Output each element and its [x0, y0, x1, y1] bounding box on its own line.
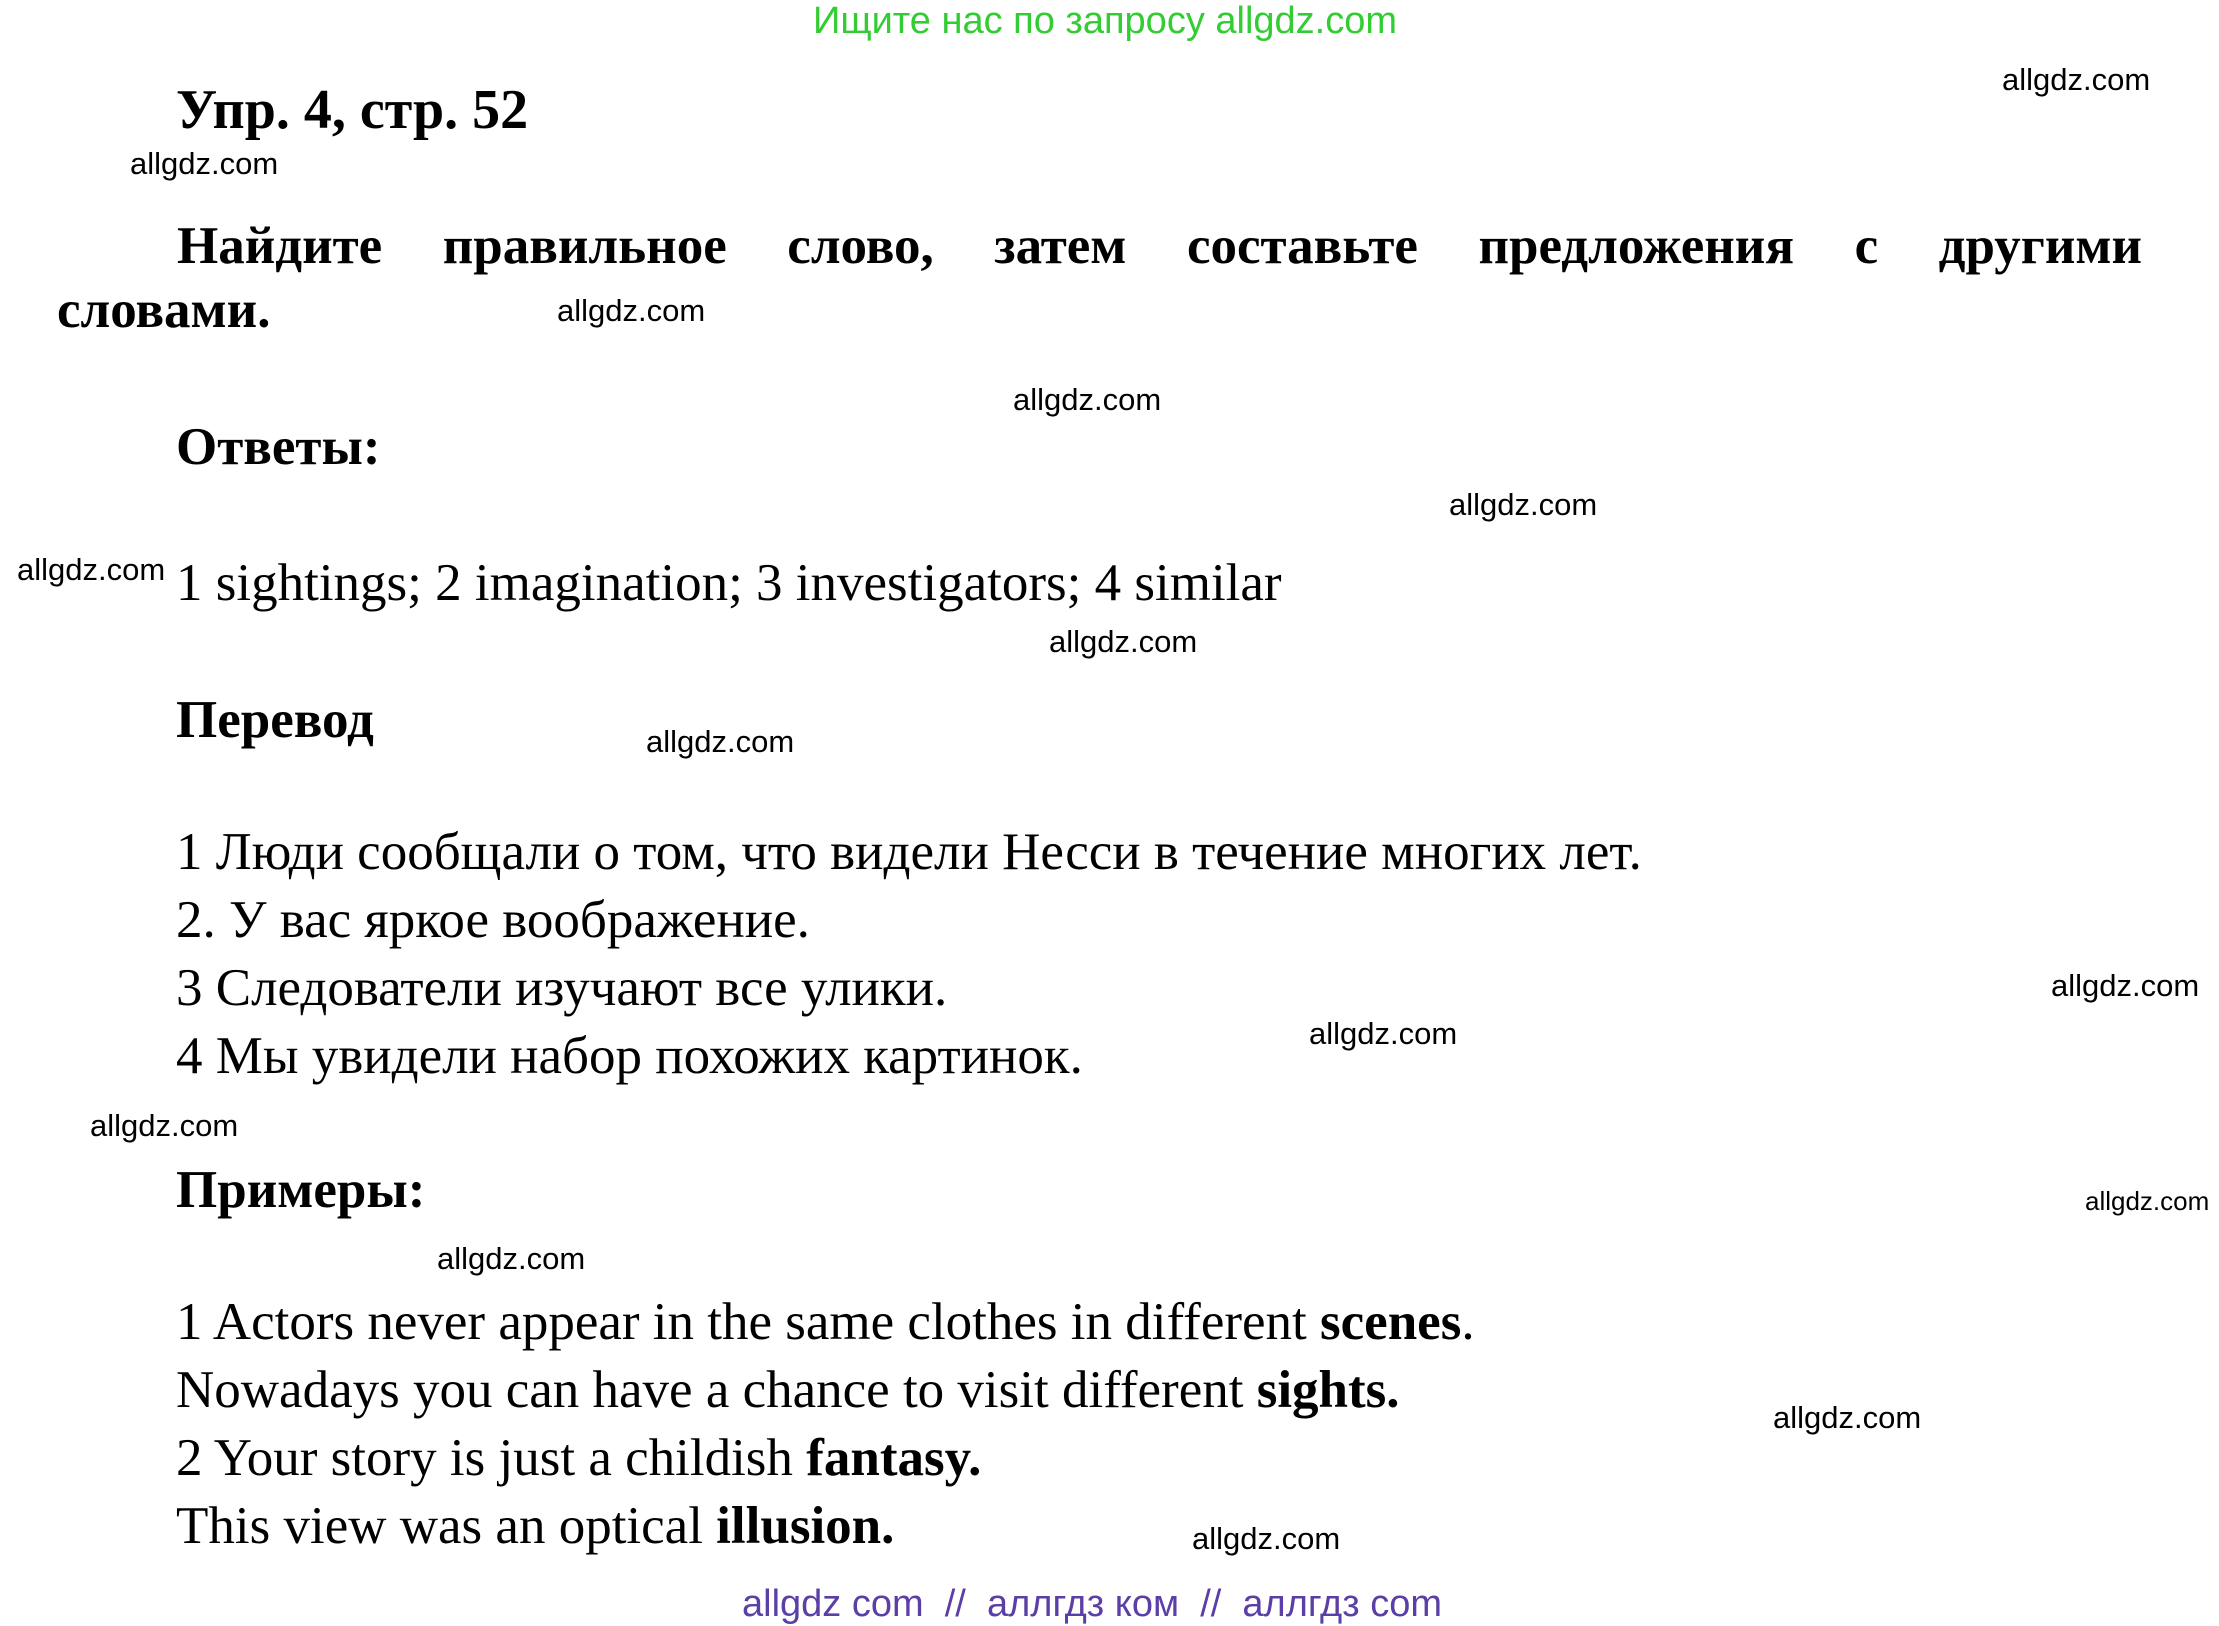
translation-line-2: 2. У вас яркое воображение.: [176, 891, 810, 949]
watermark: allgdz.com: [1773, 1400, 1922, 1435]
example-line-3: 2 Your story is just a childish fantasy.: [176, 1429, 982, 1487]
watermark: allgdz.com: [2085, 1186, 2210, 1216]
answers-text: 1 sightings; 2 imagination; 3 investigators; 4 similar: [176, 554, 1282, 612]
watermark: allgdz.com: [1309, 1016, 1458, 1051]
task-line-2: словами.: [57, 281, 271, 339]
watermark: allgdz.com: [17, 552, 166, 587]
watermark: allgdz.com: [1013, 382, 1162, 417]
watermark: allgdz.com: [2051, 968, 2200, 1003]
example-keyword: sights.: [1256, 1361, 1400, 1419]
example-line-2: Nowadays you can have a chance to visit different sights.: [176, 1361, 1400, 1419]
translation-line-3: 3 Следователи изучают все улики.: [176, 959, 948, 1017]
watermark: allgdz.com: [1449, 487, 1598, 522]
translation-line-1: 1 Люди сообщали о том, что видели Несси в течение многих лет.: [176, 823, 1642, 881]
watermark: allgdz.com: [90, 1108, 239, 1143]
watermark: allgdz.com: [557, 293, 706, 328]
watermark: allgdz.com: [1192, 1521, 1341, 1556]
watermark: allgdz.com: [646, 724, 795, 759]
example-line-4: This view was an optical illusion.: [176, 1497, 895, 1555]
example-keyword: fantasy.: [806, 1429, 982, 1487]
task-line-1: Найдите правильное слово, затем составьте предложения с другими: [177, 217, 2142, 275]
top-banner: Ищите нас по запросу allgdz.com: [813, 0, 1398, 42]
translation-line-4: 4 Мы увидели набор похожих картинок.: [176, 1027, 1083, 1085]
example-keyword: scenes: [1320, 1293, 1462, 1351]
example-line-1: 1 Actors never appear in the same clothes in different scenes.: [176, 1293, 1475, 1351]
answers-heading: Ответы:: [176, 418, 381, 476]
footer-watermark: allgdz com // аллгдз ком // аллгдз com: [742, 1583, 1442, 1625]
exercise-title: Упр. 4, стр. 52: [176, 79, 529, 141]
example-keyword: illusion.: [716, 1497, 895, 1555]
watermark: allgdz.com: [1049, 624, 1198, 659]
watermark: allgdz.com: [130, 146, 279, 181]
translation-heading: Перевод: [176, 691, 374, 749]
examples-heading: Примеры:: [176, 1161, 426, 1219]
watermark: allgdz.com: [2002, 62, 2151, 97]
watermark: allgdz.com: [437, 1241, 586, 1276]
task-instruction: [57, 216, 2142, 340]
